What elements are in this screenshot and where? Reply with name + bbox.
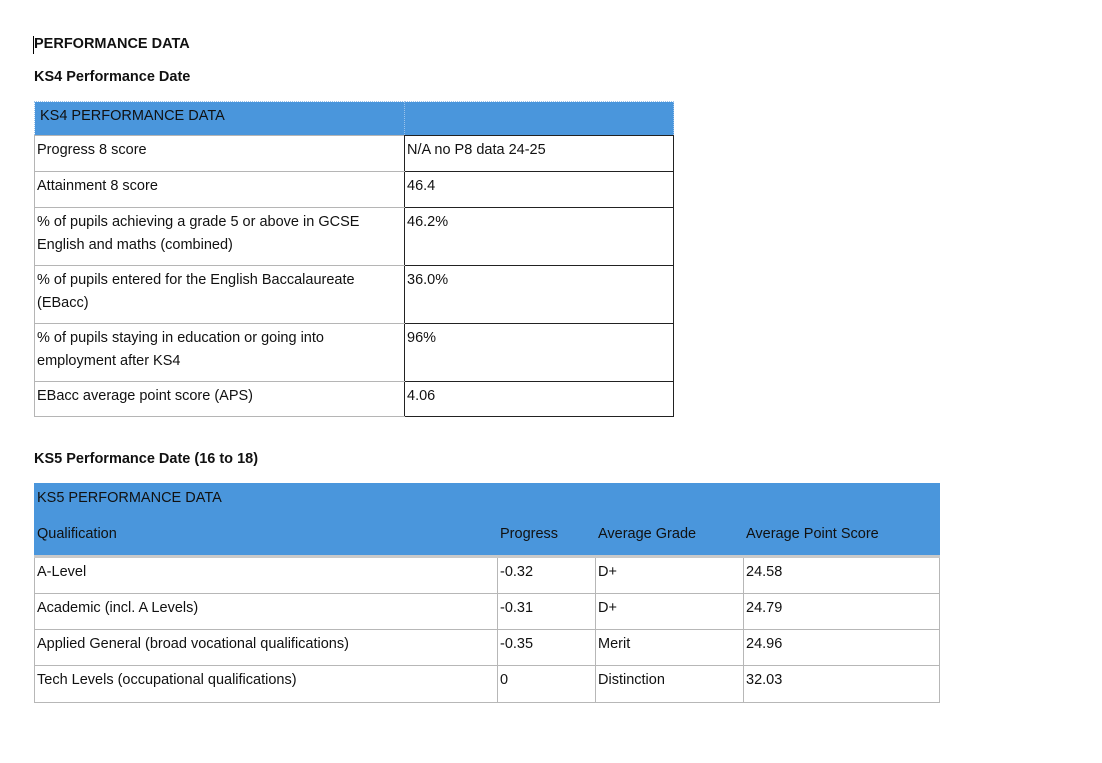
ks4-row-value: 36.0% bbox=[405, 266, 674, 324]
average-point-score-cell: 24.58 bbox=[744, 557, 940, 594]
ks4-header-empty-cell bbox=[405, 102, 674, 136]
ks4-row-label: % of pupils entered for the English Baccalaureate (EBacc) bbox=[35, 266, 405, 324]
ks4-table-title: KS4 PERFORMANCE DATA bbox=[35, 102, 405, 136]
progress-cell: -0.32 bbox=[498, 557, 596, 594]
column-header-average-point-score: Average Point Score bbox=[744, 520, 940, 557]
progress-cell: -0.35 bbox=[498, 630, 596, 666]
ks4-row-label: EBacc average point score (APS) bbox=[35, 382, 405, 417]
ks4-row-label: Progress 8 score bbox=[35, 136, 405, 172]
ks4-row-label: Attainment 8 score bbox=[35, 172, 405, 208]
table-row bbox=[35, 382, 674, 417]
ks5-table-title: KS5 PERFORMANCE DATA bbox=[35, 484, 940, 520]
qualification-cell: Applied General (broad vocational qualifications) bbox=[35, 630, 498, 666]
table-row bbox=[35, 208, 674, 266]
ks4-row-label: % of pupils achieving a grade 5 or above in GCSE English and maths (combined) bbox=[35, 208, 405, 266]
average-point-score-cell: 24.96 bbox=[744, 630, 940, 666]
table-row bbox=[35, 630, 940, 666]
table-row bbox=[35, 136, 674, 172]
ks4-table bbox=[34, 101, 674, 417]
page-title: PERFORMANCE DATA bbox=[34, 36, 190, 52]
average-grade-cell: Merit bbox=[596, 630, 744, 666]
table-row bbox=[35, 266, 674, 324]
table-row bbox=[35, 666, 940, 703]
average-grade-cell: D+ bbox=[596, 594, 744, 630]
ks4-row-value: N/A no P8 data 24-25 bbox=[405, 136, 674, 172]
ks4-heading: KS4 Performance Date bbox=[34, 69, 191, 85]
table-row bbox=[35, 172, 674, 208]
column-header-qualification: Qualification bbox=[35, 520, 498, 557]
ks5-title-row bbox=[35, 484, 940, 520]
column-header-progress: Progress bbox=[498, 520, 596, 557]
ks5-table bbox=[34, 483, 940, 703]
table-row bbox=[35, 557, 940, 594]
progress-cell: -0.31 bbox=[498, 594, 596, 630]
qualification-cell: Academic (incl. A Levels) bbox=[35, 594, 498, 630]
ks4-row-value: 46.2% bbox=[405, 208, 674, 266]
average-point-score-cell: 32.03 bbox=[744, 666, 940, 703]
average-grade-cell: Distinction bbox=[596, 666, 744, 703]
ks4-row-value: 46.4 bbox=[405, 172, 674, 208]
table-row bbox=[35, 324, 674, 382]
ks4-row-label: % of pupils staying in education or going into employment after KS4 bbox=[35, 324, 405, 382]
ks5-heading: KS5 Performance Date (16 to 18) bbox=[34, 451, 259, 467]
ks4-row-value: 96% bbox=[405, 324, 674, 382]
column-header-average-grade: Average Grade bbox=[596, 520, 744, 557]
average-grade-cell: D+ bbox=[596, 557, 744, 594]
ks4-header-row bbox=[35, 102, 674, 136]
ks4-row-value: 4.06 bbox=[405, 382, 674, 417]
table-row bbox=[35, 594, 940, 630]
qualification-cell: Tech Levels (occupational qualifications) bbox=[35, 666, 498, 703]
ks5-column-header-row bbox=[35, 520, 940, 557]
progress-cell: 0 bbox=[498, 666, 596, 703]
average-point-score-cell: 24.79 bbox=[744, 594, 940, 630]
qualification-cell: A-Level bbox=[35, 557, 498, 594]
